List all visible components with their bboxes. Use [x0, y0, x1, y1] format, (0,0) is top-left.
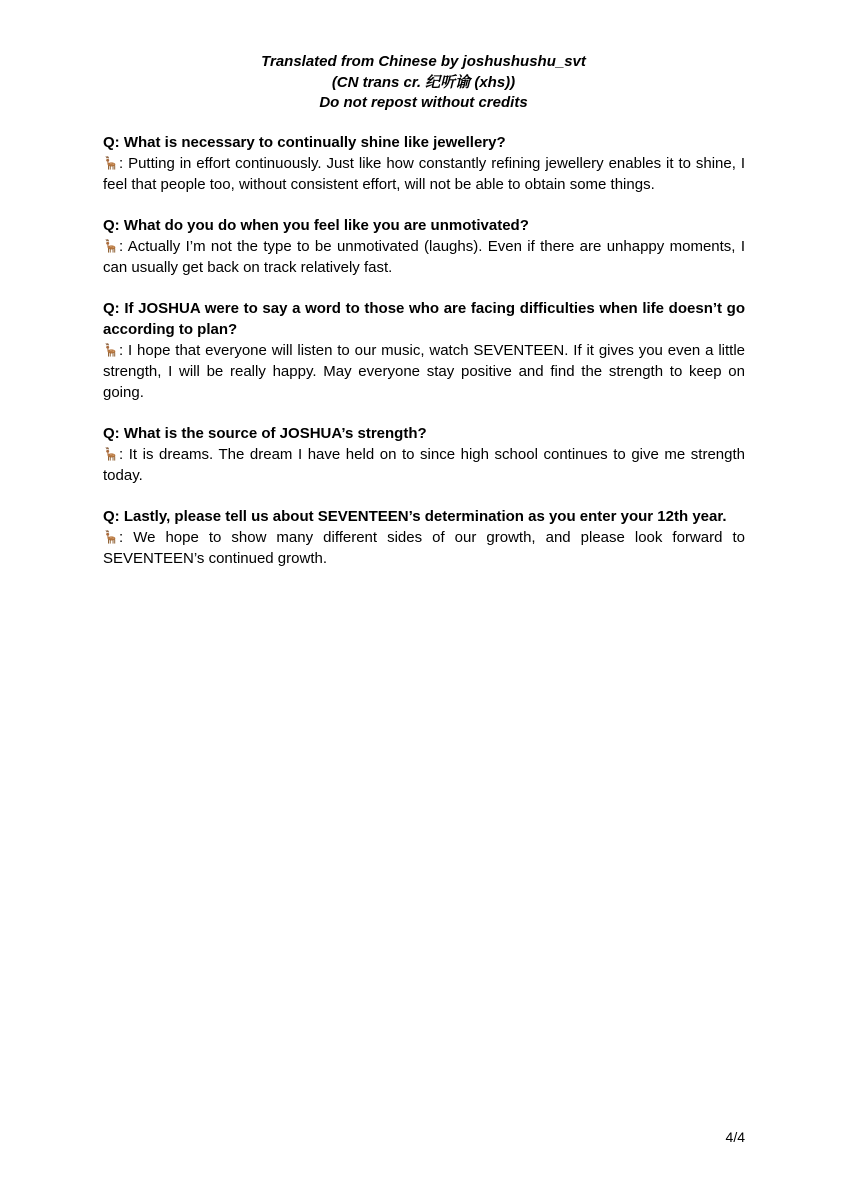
document-header: [102, 52, 745, 114]
qa-item: [103, 424, 745, 486]
answer-paragraph: [103, 445, 745, 487]
qa-list: [103, 133, 745, 591]
deer-emoji-icon: [103, 342, 118, 358]
question-text: Q: What do you do when you feel like you are unmotivated?: [103, 217, 529, 235]
answer-paragraph: [103, 528, 745, 570]
answer-text: : We hope to show many different sides of our growth, and please look forward to SEVENTEEN’s continued growth.: [103, 529, 745, 567]
question-text: Q: What is necessary to continually shine like jewellery?: [103, 134, 506, 151]
qa-item: [103, 133, 745, 195]
qa-item: [103, 299, 745, 403]
answer-text: : I hope that everyone will listen to our music, watch SEVENTEEN. If it gives you even a little strength, I will be really happy. May everyone stay positive and find the strength to keep on going.: [103, 341, 745, 401]
page-number: 4/4: [725, 1129, 745, 1145]
answer-paragraph: [103, 341, 745, 403]
answer-text: : It is dreams. The dream I have held on to since high school continues to give me strength today.: [103, 445, 745, 484]
answer-paragraph: [103, 154, 745, 196]
translator-credit: Translated from Chinese by joshushushu_svt: [261, 53, 586, 70]
qa-item: [103, 507, 745, 569]
answer-paragraph: [103, 237, 745, 279]
answer-text: : Actually I’m not the type to be unmotivated (laughs). Even if there are unhappy moments, I can usually get back on track relatively fast.: [103, 237, 745, 276]
deer-emoji-icon: [103, 446, 118, 462]
source-credit: (CN trans cr. 纪听谕 (xhs)): [331, 73, 516, 91]
question-text: Q: Lastly, please tell us about SEVENTEEN’s determination as you enter your 12th year.: [103, 508, 727, 526]
question-text: Q: If JOSHUA were to say a word to those who are facing difficulties when life doesn’t go according to plan?: [103, 300, 745, 339]
deer-emoji-icon: [103, 238, 118, 254]
qa-item: [103, 216, 745, 278]
repost-notice: Do not repost without credits: [319, 94, 528, 111]
answer-text: : Putting in effort continuously. Just like how constantly refining jewellery enables it to shine, I feel that people too, without consistent effort, will not be able to obtain some things.: [103, 154, 745, 193]
deer-emoji-icon: [103, 529, 118, 545]
deer-emoji-icon: [103, 155, 118, 171]
question-text: Q: What is the source of JOSHUA’s strength?: [103, 425, 427, 443]
